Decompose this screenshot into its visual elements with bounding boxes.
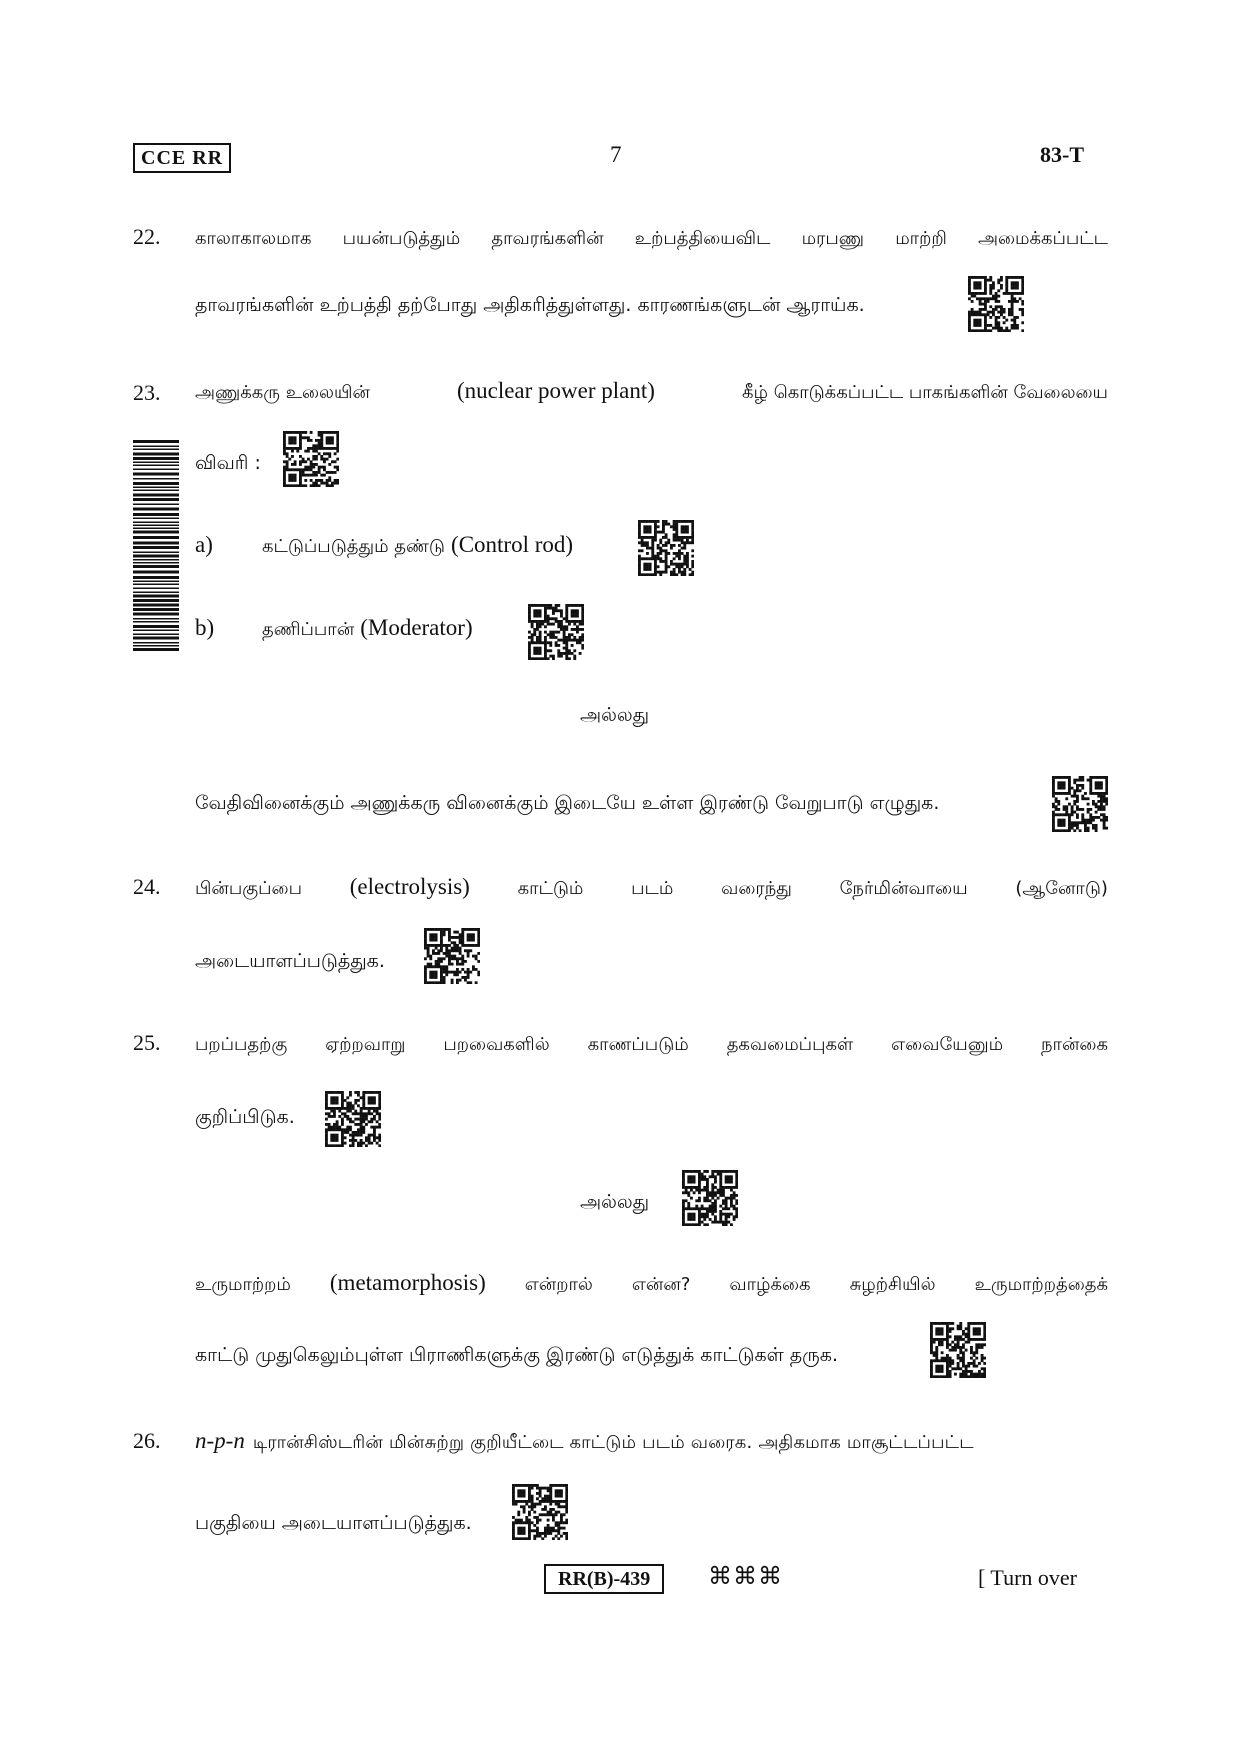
word: என்ன? (631, 1274, 691, 1295)
word: நேர்மின்வாயை (839, 878, 968, 899)
qr-code-icon (968, 276, 1024, 332)
subject-code: 83-T (1040, 142, 1084, 167)
qr-code-icon (638, 520, 694, 576)
q23-a-english: (Control rod) (451, 532, 574, 557)
ornament-symbols: ⌘⌘⌘ (708, 1562, 783, 1590)
page-number: 7 (610, 142, 622, 167)
q25-line1 (195, 1032, 1108, 1058)
q23-a-tamil: கட்டுப்படுத்தும் தண்டு (262, 536, 445, 557)
paper-code-box: RR(B)-439 (544, 1564, 664, 1594)
qr-code-icon (325, 1091, 381, 1147)
word: பயன்படுத்தும் (342, 228, 461, 249)
q26-line1-rest: டிரான்சிஸ்டரின் மின்சுற்று குறியீட்டை காட்டும் படம் வரைக. அதிகமாக மாசூட்டப்பட்ட (252, 1432, 974, 1453)
q23-line1-pre: அணுக்கரு உலையின் (195, 382, 370, 403)
word: நான்கை (1041, 1034, 1108, 1055)
q26-number: 26. (133, 1428, 161, 1453)
word: தகவமைப்புகள் (726, 1034, 854, 1055)
q22-number: 22. (133, 224, 161, 249)
qr-code-icon (424, 928, 480, 984)
qr-code-icon (283, 431, 339, 487)
qr-code-icon (682, 1170, 738, 1226)
q23-b-text (262, 615, 473, 643)
word: மாற்றி (895, 228, 947, 249)
q23-line1-post: கீழ் கொடுக்கப்பட்ட பாகங்களின் வேலையை (741, 382, 1108, 403)
q23-b-label: b) (195, 615, 215, 640)
q23-alternative: வேதிவினைக்கும் அணுக்கரு வினைக்கும் இடையே உள்ள இரண்டு வேறுபாடு எழுதுக. (195, 792, 940, 814)
turn-over-note: [ Turn over (978, 1565, 1078, 1590)
word: மரபணு (801, 228, 865, 249)
word: சுழற்சியில் (849, 1274, 936, 1295)
word: வாழ்க்கை (729, 1274, 811, 1295)
word: பின்பகுப்பை (195, 878, 302, 899)
word: எவையேனும் (891, 1034, 1004, 1055)
word: வரைந்து (721, 878, 792, 899)
q24-number: 24. (133, 874, 161, 899)
word: தாவரங்களின் (491, 228, 604, 249)
q23-or: அல்லது (580, 704, 650, 726)
q25-alt-line1 (195, 1270, 1108, 1298)
word: உருமாற்றத்தைக் (974, 1274, 1108, 1295)
word: பறவைகளில் (443, 1034, 550, 1055)
qr-code-icon (512, 1484, 568, 1540)
q23-number: 23. (133, 380, 161, 405)
q25-alt-line2: காட்டு முதுகெலும்புள்ள பிராணிகளுக்கு இரண்டு எடுத்துக் காட்டுகள் தருக. (195, 1344, 838, 1366)
q23-line1 (195, 378, 1108, 406)
exam-code-box: CCE RR (133, 143, 231, 173)
word: காட்டும் (517, 878, 584, 899)
q23-b-english: (Moderator) (360, 615, 473, 640)
word: (electrolysis) (349, 874, 470, 899)
q25-line2: குறிப்பிடுக. (195, 1106, 295, 1128)
qr-code-icon (528, 604, 584, 660)
barcode-icon (133, 440, 179, 652)
word: ஏற்றவாறு (325, 1034, 406, 1055)
q22-line2: தாவரங்களின் உற்பத்தி தற்போது அதிகரித்துள்ளது. காரணங்களுடன் ஆராய்க. (195, 294, 865, 316)
q26-line1 (195, 1428, 1108, 1456)
q24-line1 (195, 874, 1108, 902)
qr-code-icon (1052, 776, 1108, 832)
q23-line1-eng: (nuclear power plant) (456, 378, 655, 403)
word: காணப்படும் (587, 1034, 689, 1055)
q26-line2: பகுதியை அடையாளப்படுத்துக. (195, 1512, 472, 1534)
q25-or: அல்லது (580, 1191, 650, 1213)
word: அமைக்கப்பட்ட (977, 228, 1108, 249)
q23-line2: விவரி : (195, 452, 261, 474)
word: பறப்பதற்கு (195, 1034, 288, 1055)
q26-npn: n-p-n (195, 1428, 245, 1453)
word: காலாகாலமாக (195, 228, 312, 249)
word: என்றால் (524, 1274, 593, 1295)
q24-line2: அடையாளப்படுத்துக. (195, 950, 385, 972)
word: (ஆனோடு) (1015, 878, 1108, 899)
q23-a-text (262, 532, 573, 560)
q23-a-label: a) (195, 532, 213, 557)
q22-line1 (195, 226, 1108, 252)
word: உற்பத்தியைவிட (634, 228, 771, 249)
word: (metamorphosis) (329, 1270, 486, 1295)
q25-number: 25. (133, 1030, 161, 1055)
q23-b-tamil: தணிப்பான் (262, 619, 355, 640)
word: படம் (631, 878, 674, 899)
word: உருமாற்றம் (195, 1274, 291, 1295)
qr-code-icon (930, 1322, 986, 1378)
